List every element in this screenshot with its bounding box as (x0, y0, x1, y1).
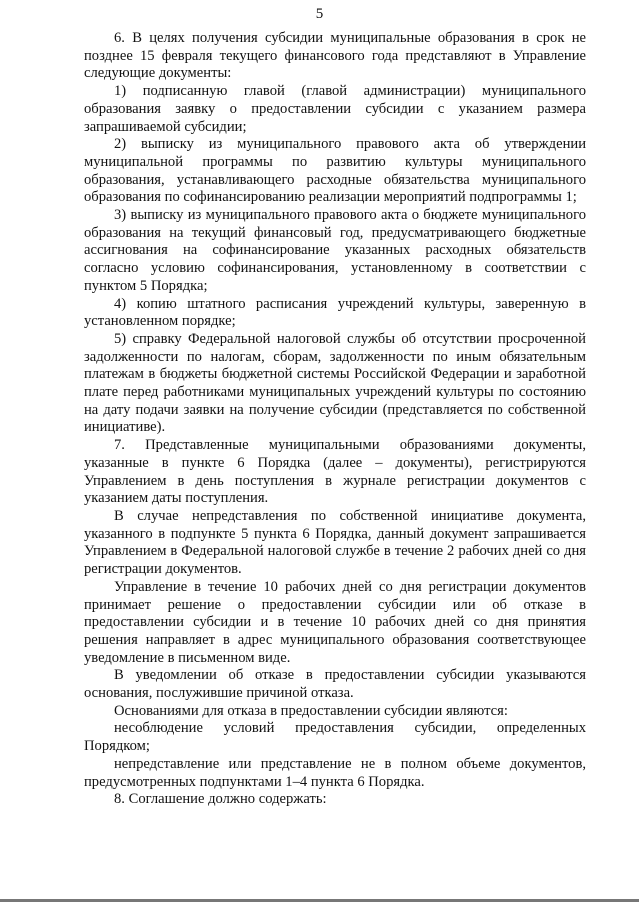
paragraph-item-8: 8. Соглашение должно содержать: (114, 791, 327, 808)
paragraph-subitem-2: 2) выписку из муниципального правового акта об утверждении муниципальной программы по развитию культуры муниципального образования, устанавливающего расходные обязательства муниципального образования по софинансированию реализации мероприятий подпрограммы 1; (84, 136, 586, 206)
paragraph-subitem-5: 5) справку Федеральной налоговой службы об отсутствии просроченной задолженности по налогам, сборам, задолженности по иным обязательным платежам в бюджеты бюджетной системы Российской Федерации и заработной плате перед работниками муниципальных учреждений культуры по состоянию на дату подачи заявки на получение субсидии (представляется по собственной инициативе). (84, 330, 586, 436)
paragraph-item-7: 7. Представленные муниципальными образованиями документы, указанные в пункте 6 Порядка (далее – документы), регистрируются Управлением в день поступления в журнале регистрации документов с указанием даты поступления. (84, 437, 586, 507)
paragraph-subitem-4: 4) копию штатного расписания учреждений культуры, заверенную в установленном порядке; (84, 295, 586, 330)
paragraph-decision: Управление в течение 10 рабочих дней со дня регистрации документов принимает решение о предоставлении субсидии или об отказе в предоставлении субсидии и в течение 10 рабочих дней со дня принятия решения направляет в адрес муниципального образования соответствующее уведомление в письменном виде. (84, 578, 586, 666)
paragraph-refusal-notice: В уведомлении об отказе в предоставлении субсидии указываются основания, послужившие причиной отказа. (84, 667, 586, 702)
paragraph-ground-1: несоблюдение условий предоставления субсидии, определенных Порядком; (84, 720, 586, 755)
paragraph-refusal-grounds: Основаниями для отказа в предоставлении субсидии являются: (114, 702, 508, 719)
paragraph-item-6: 6. В целях получения субсидии муниципальные образования в срок не позднее 15 февраля текущего финансового года представляют в Управление следующие документы: (84, 30, 586, 82)
page-number: 5 (315, 6, 324, 22)
paragraph-ground-2: непредставление или представление не в полном объеме документов, предусмотренных подпунктами 1–4 пункта 6 Порядка. (84, 755, 586, 790)
paragraph-missing-document: В случае непредставления по собственной инициативе документа, указанного в подпункте 5 пункта 6 Порядка, данный документ запрашивается Управлением в Федеральной налоговой службе в течение 2 рабочих дней со дня регистрации документов. (84, 507, 586, 578)
document-body (84, 30, 586, 809)
paragraph-subitem-3: 3) выписку из муниципального правового акта о бюджете муниципального образования на текущий финансовый год, предусматривающего бюджетные ассигнования на софинансирование указанных расходных обязательств согласно условию софинансирования, установленному в соответствии с пунктом 5 Порядка; (84, 207, 586, 294)
paragraph-subitem-1: 1) подписанную главой (главой администрации) муниципального образования заявку о предоставлении субсидии с указанием размера запрашиваемой субсидии; (84, 83, 586, 135)
